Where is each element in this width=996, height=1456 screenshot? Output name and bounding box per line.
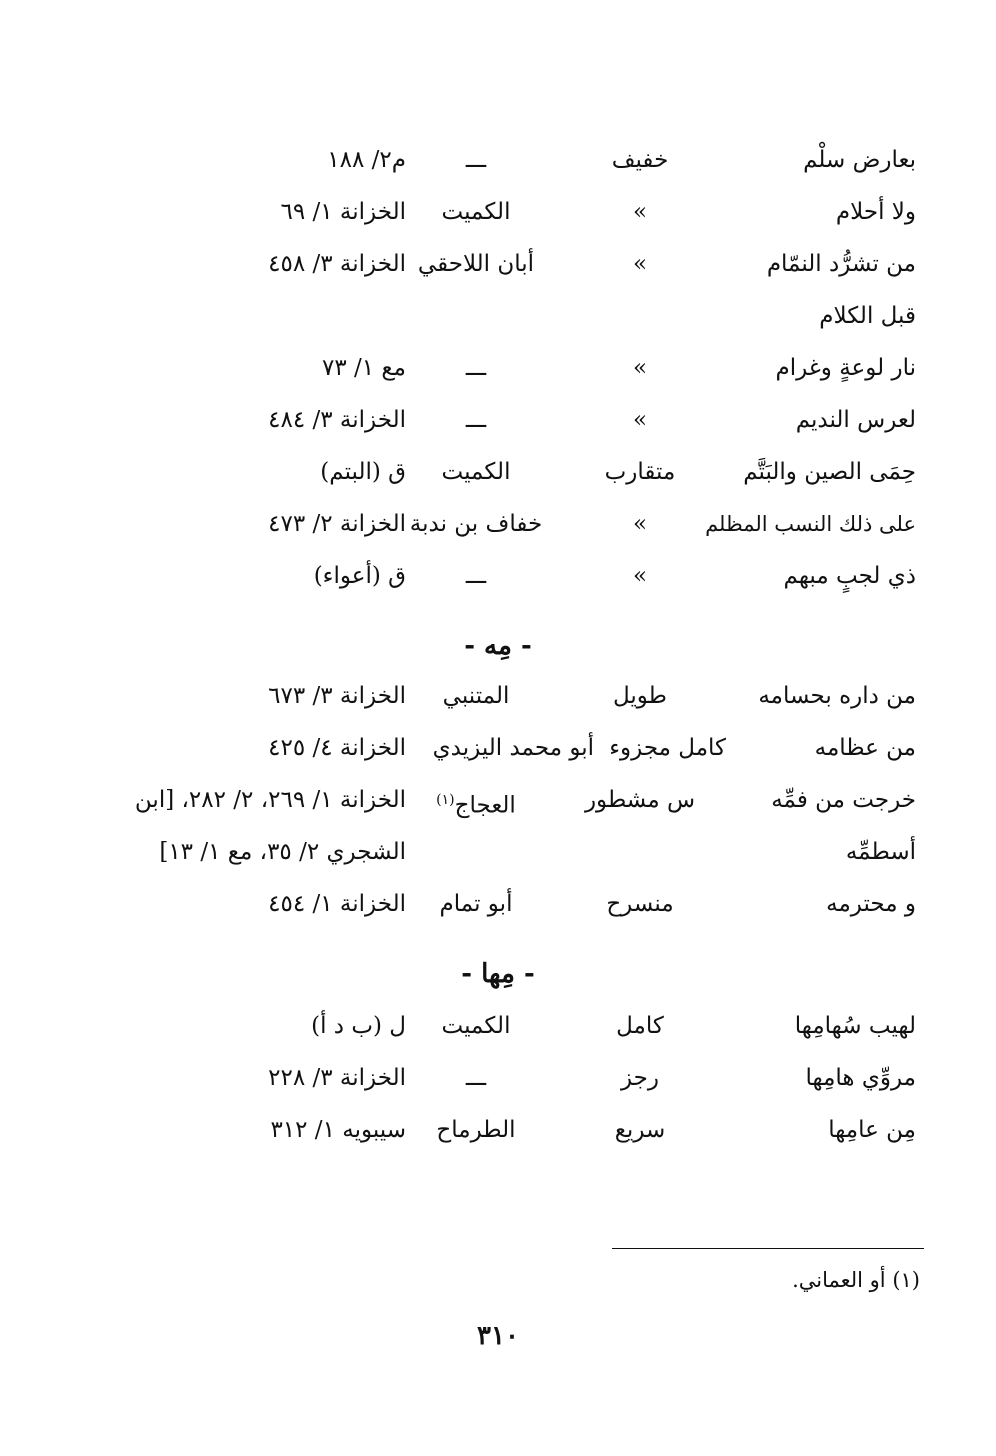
verse-cell: و محترمه [826, 891, 916, 917]
source-cell: ق (البتم) [320, 459, 406, 485]
source-cell: الخزانة ٢/ ٤٧٣ [268, 511, 406, 537]
source-cell: مع ١/ ٧٣ [321, 355, 406, 381]
meter-cell: كامل مجزوء [609, 735, 726, 761]
poet-cell: ـــ [465, 407, 487, 433]
table-row [0, 672, 996, 720]
poet-cell: ـــ [465, 563, 487, 589]
verse-cell: قبل الكلام [819, 303, 916, 329]
source-cell: الخزانة ٣/ ٤٥٨ [268, 251, 406, 277]
poet-cell: ـــ [465, 355, 487, 381]
table-row [0, 240, 996, 288]
verse-cell: مروِّي هامِها [805, 1065, 916, 1091]
footnote-rule [612, 1248, 924, 1249]
meter-cell: كامل [616, 1013, 664, 1039]
poet-cell: ـــ [465, 1065, 487, 1091]
page-number: ٣١٠ [477, 1321, 519, 1351]
meter-cell: رجز [620, 1065, 659, 1091]
source-cell: الخزانة ٣/ ٢٢٨ [268, 1065, 406, 1091]
verse-cell: لهيب سُهامِها [794, 1013, 916, 1039]
table-row [0, 396, 996, 444]
poet-cell: الكميت [441, 1013, 511, 1039]
meter-cell: » [632, 251, 648, 277]
source-cell: الخزانة ٣/ ٤٨٤ [268, 407, 406, 433]
poet-cell: خفاف بن ندبة [409, 511, 543, 537]
verse-cell: من تشرُّد النمّام [766, 251, 916, 277]
poet-cell: أبو تمام [439, 891, 513, 917]
meter-cell: » [632, 199, 648, 225]
footnote: (١) أو العماني. [792, 1268, 920, 1292]
source-cell: الخزانة ٤/ ٤٢٥ [268, 735, 406, 761]
source-cell: الخزانة ١/ ٤٥٤ [268, 891, 406, 917]
section-heading: - مِها - [461, 959, 535, 989]
meter-cell: خفيف [611, 147, 669, 173]
verse-cell: مِن عامِها [828, 1117, 916, 1143]
poet-cell: الكميت [441, 459, 511, 485]
verse-cell: لعرس النديم [795, 407, 916, 433]
source-cell: ق (أعواء) [313, 563, 406, 589]
poet-cell: المتنبي [442, 683, 510, 709]
meter-cell: » [632, 511, 648, 537]
source-cell: الخزانة ١/ ٢٦٩، ٢/ ٢٨٢، [ابن [134, 787, 406, 813]
table-row [0, 1002, 996, 1050]
meter-cell: منسرح [606, 891, 674, 917]
source-cell: الشجري ٢/ ٣٥، مع ١/ ١٣] [159, 839, 406, 865]
verse-cell: من داره بحسامه [758, 683, 916, 709]
footnote-ref: (١) [436, 792, 455, 808]
source-cell: م٢/ ١٨٨ [327, 147, 406, 173]
table-row [0, 188, 996, 236]
table-row [0, 136, 996, 184]
verse-cell: أسطمِّه [845, 839, 916, 865]
source-cell: سيبويه ١/ ٣١٢ [270, 1117, 406, 1143]
poet-cell: الكميت [441, 199, 511, 225]
verse-cell: ذي لجبٍ مبهم [783, 563, 916, 589]
table-row [0, 828, 996, 876]
table-row [0, 448, 996, 496]
table-row [0, 344, 996, 392]
verse-cell: ولا أحلام [835, 199, 916, 225]
meter-cell: » [632, 563, 648, 589]
meter-cell: س مشطور [584, 787, 696, 813]
section-heading: - مِه - [464, 631, 532, 661]
meter-cell: » [632, 407, 648, 433]
meter-cell: متقارب [604, 459, 676, 485]
verse-cell: خرجت من فمِّه [771, 787, 916, 813]
meter-cell: سريع [614, 1117, 666, 1143]
meter-cell: » [632, 355, 648, 381]
table-row [0, 500, 996, 548]
source-cell: الخزانة ٣/ ٦٧٣ [268, 683, 406, 709]
verse-cell: على ذلك النسب المظلم [705, 512, 916, 536]
poet-cell: ـــ [465, 147, 487, 173]
table-row [0, 776, 996, 824]
verse-cell: حِمَى الصين والبَتَّم [743, 459, 916, 485]
table-row [0, 1106, 996, 1154]
source-cell: ل (ب د أ) [311, 1013, 406, 1039]
verse-cell: من عظامه [814, 735, 916, 761]
poet-cell: أبان اللاحقي [417, 251, 535, 277]
poet-name: العجاج [454, 792, 516, 819]
table-row [0, 1054, 996, 1102]
verse-cell: بعارض سلْم [803, 147, 916, 173]
poet-cell: الطرماح [436, 1117, 516, 1143]
table-row [0, 724, 996, 772]
poet-cell: أبو محمد اليزيدي [432, 735, 594, 761]
meter-cell: طويل [612, 683, 667, 709]
verse-cell: نار لوعةٍ وغرام [775, 355, 916, 381]
table-row [0, 552, 996, 600]
table-row [0, 292, 996, 340]
source-cell: الخزانة ١/ ٦٩ [280, 199, 406, 225]
poet-cell [386, 776, 566, 830]
table-row [0, 880, 996, 928]
